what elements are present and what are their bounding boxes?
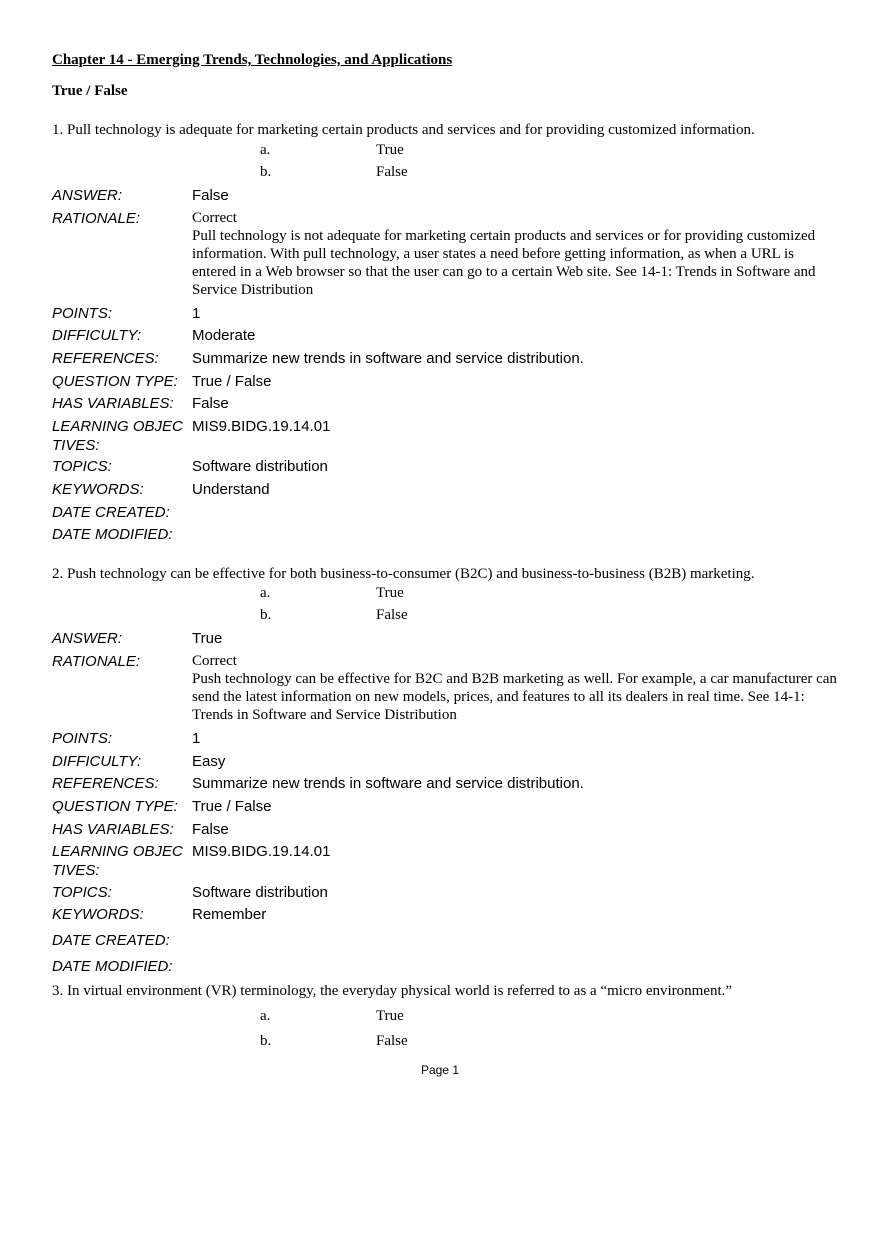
question-type-value: True / False xyxy=(192,373,272,390)
option-letter: b. xyxy=(260,607,272,623)
references-label: REFERENCES: xyxy=(52,350,159,367)
date-modified-label: DATE MODIFIED: xyxy=(52,526,173,543)
answer-label: ANSWER: xyxy=(52,187,123,204)
rationale-body: Push technology can be effective for B2C and B2B marketing as well. For example, a car manufacturer can send the latest information on new models, prices, and features to all its dealers in real time. See 14-1: Trends in Software and Service Distribution xyxy=(192,671,837,723)
rationale-head: Correct xyxy=(192,210,237,226)
option-letter: a. xyxy=(260,585,271,601)
option-letter: a. xyxy=(260,1008,271,1024)
difficulty-value: Moderate xyxy=(192,327,256,344)
difficulty-value: Easy xyxy=(192,753,226,770)
topics-value: Software distribution xyxy=(192,458,328,475)
learning-objectives-label-line2: TIVES: xyxy=(52,437,100,454)
rationale-body: Pull technology is not adequate for marketing certain products and services or for providing customized information. With pull technology, a user states a need before getting information, as when a URL is entered in a Web browser so that the user can go to a certain Web site. See 14-1: Trends in Software and Service Distribution xyxy=(192,228,816,298)
option-letter: b. xyxy=(260,1033,272,1049)
keywords-value: Remember xyxy=(192,906,267,923)
learning-objectives-value: MIS9.BIDG.19.14.01 xyxy=(192,418,331,435)
date-modified-label: DATE MODIFIED: xyxy=(52,958,173,975)
question-type-label: QUESTION TYPE: xyxy=(52,373,178,390)
learning-objectives-label-line2: TIVES: xyxy=(52,862,100,879)
topics-label: TOPICS: xyxy=(52,884,112,901)
keywords-label: KEYWORDS: xyxy=(52,481,144,498)
learning-objectives-value: MIS9.BIDG.19.14.01 xyxy=(192,843,331,860)
topics-value: Software distribution xyxy=(192,884,328,901)
option-text: False xyxy=(376,164,408,180)
answer-value: False xyxy=(192,187,229,204)
keywords-value: Understand xyxy=(192,481,270,498)
question-type-label: QUESTION TYPE: xyxy=(52,798,178,815)
rationale-value xyxy=(192,652,837,724)
rationale-label: RATIONALE: xyxy=(52,653,141,670)
references-value: Summarize new trends in software and service distribution. xyxy=(192,775,584,792)
option-letter: b. xyxy=(260,164,272,180)
option-text: True xyxy=(376,585,404,601)
answer-value: True xyxy=(192,630,223,647)
date-created-label: DATE CREATED: xyxy=(52,504,170,521)
option-text: False xyxy=(376,1033,408,1049)
points-label: POINTS: xyxy=(52,730,113,747)
option-text: False xyxy=(376,607,408,623)
rationale-head: Correct xyxy=(192,653,237,669)
learning-objectives-label-line1: LEARNING OBJEC xyxy=(52,418,183,435)
learning-objectives-label xyxy=(52,417,190,455)
rationale-label: RATIONALE: xyxy=(52,210,141,227)
learning-objectives-label-line1: LEARNING OBJEC xyxy=(52,843,183,860)
has-variables-label: HAS VARIABLES: xyxy=(52,395,174,412)
question-2-text: 2. Push technology can be effective for both business-to-consumer (B2C) and business-to-business (B2B) marketing. xyxy=(52,566,755,582)
has-variables-label: HAS VARIABLES: xyxy=(52,821,174,838)
points-label: POINTS: xyxy=(52,305,113,322)
question-type-value: True / False xyxy=(192,798,272,815)
references-value: Summarize new trends in software and service distribution. xyxy=(192,350,584,367)
answer-label: ANSWER: xyxy=(52,630,123,647)
difficulty-label: DIFFICULTY: xyxy=(52,327,142,344)
question-3-text: 3. In virtual environment (VR) terminology, the everyday physical world is referred to as a “micro environment.” xyxy=(52,983,733,999)
has-variables-value: False xyxy=(192,395,229,412)
references-label: REFERENCES: xyxy=(52,775,159,792)
learning-objectives-label xyxy=(52,842,190,880)
keywords-label: KEYWORDS: xyxy=(52,906,144,923)
option-text: True xyxy=(376,1008,404,1024)
chapter-title: Chapter 14 - Emerging Trends, Technologies, and Applications xyxy=(52,52,453,68)
points-value: 1 xyxy=(192,305,201,322)
difficulty-label: DIFFICULTY: xyxy=(52,753,142,770)
page-number: Page 1 xyxy=(420,1063,460,1077)
has-variables-value: False xyxy=(192,821,229,838)
points-value: 1 xyxy=(192,730,201,747)
question-1-text: 1. Pull technology is adequate for marketing certain products and services and for providing customized information. xyxy=(52,122,755,138)
date-created-label: DATE CREATED: xyxy=(52,932,170,949)
section-title: True / False xyxy=(52,83,128,99)
topics-label: TOPICS: xyxy=(52,458,112,475)
rationale-value xyxy=(192,209,832,299)
option-text: True xyxy=(376,142,404,158)
option-letter: a. xyxy=(260,142,271,158)
